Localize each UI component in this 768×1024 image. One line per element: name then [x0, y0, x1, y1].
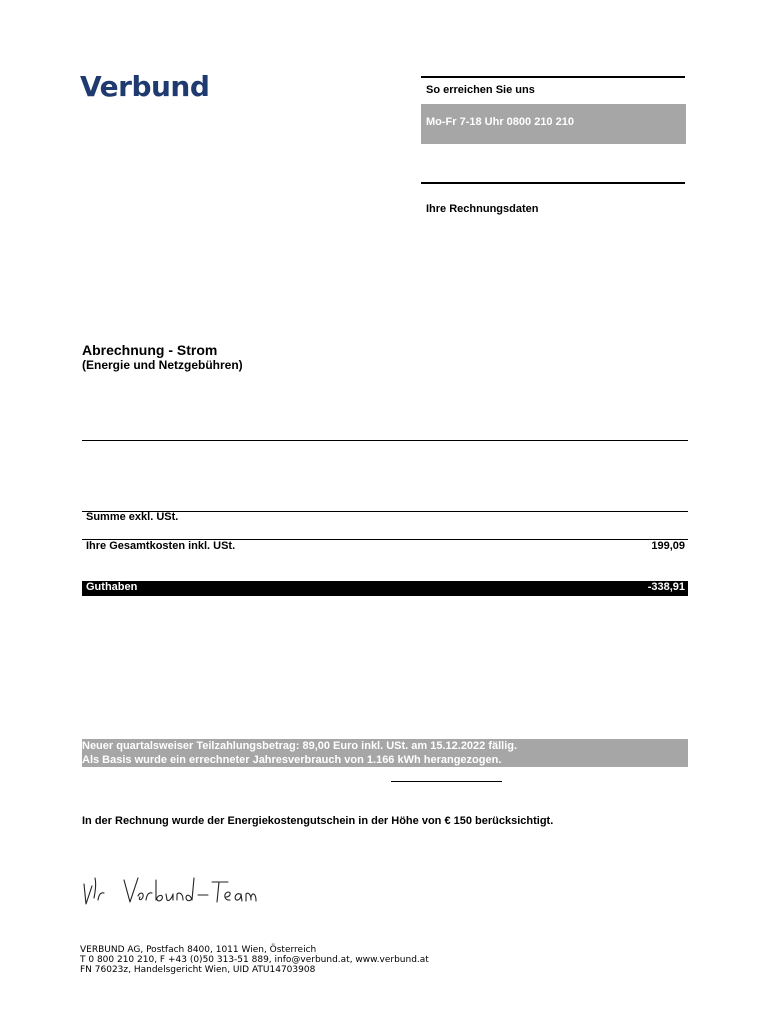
installment-line-2: Als Basis wurde ein errechneter Jahresverbrauch von 1.166 kWh herangezogen.	[82, 754, 502, 766]
signature-image	[80, 870, 265, 915]
footer-address: VERBUND AG, Postfach 8400, 1011 Wien, Österreich	[80, 945, 317, 955]
document-title: Abrechnung - Strom	[82, 342, 218, 358]
installment-line-1: Neuer quartalsweiser Teilzahlungsbetrag: 89,00 Euro inkl. USt. am 15.12.2022 fällig.	[82, 740, 518, 752]
contact-hours-phone: Mo-Fr 7-18 Uhr 0800 210 210	[426, 116, 574, 128]
net-sum-label: Summe exkl. USt.	[86, 511, 179, 523]
notice-underline	[391, 781, 502, 782]
voucher-note: In der Rechnung wurde der Energiekostengutschein in der Höhe von € 150 berücksichtigt.	[82, 815, 554, 827]
document-subtitle: (Energie und Netzgebühren)	[82, 358, 243, 372]
contact-heading: So erreichen Sie uns	[426, 84, 535, 96]
installment-notice	[82, 739, 688, 767]
footer-contact: T 0 800 210 210, F +43 (0)50 313-51 889, info@verbund.at, www.verbund.at	[80, 955, 429, 965]
company-footer	[80, 945, 429, 975]
section-divider	[82, 440, 688, 441]
gross-total-label: Ihre Gesamtkosten inkl. USt.	[86, 540, 236, 552]
contact-top-rule	[421, 76, 685, 78]
credit-label: Guthaben	[86, 581, 138, 593]
verbund-logo: Verbund	[80, 70, 210, 103]
footer-registry: FN 76023z, Handelsgericht Wien, UID ATU14703908	[80, 965, 316, 975]
billing-heading: Ihre Rechnungsdaten	[426, 203, 539, 215]
credit-row	[82, 581, 688, 596]
gross-total-value: 199,09	[651, 540, 685, 552]
signature-svg	[80, 870, 265, 910]
billing-top-rule	[421, 182, 685, 184]
contact-hours-box	[421, 104, 686, 144]
credit-value: -338,91	[647, 581, 685, 593]
